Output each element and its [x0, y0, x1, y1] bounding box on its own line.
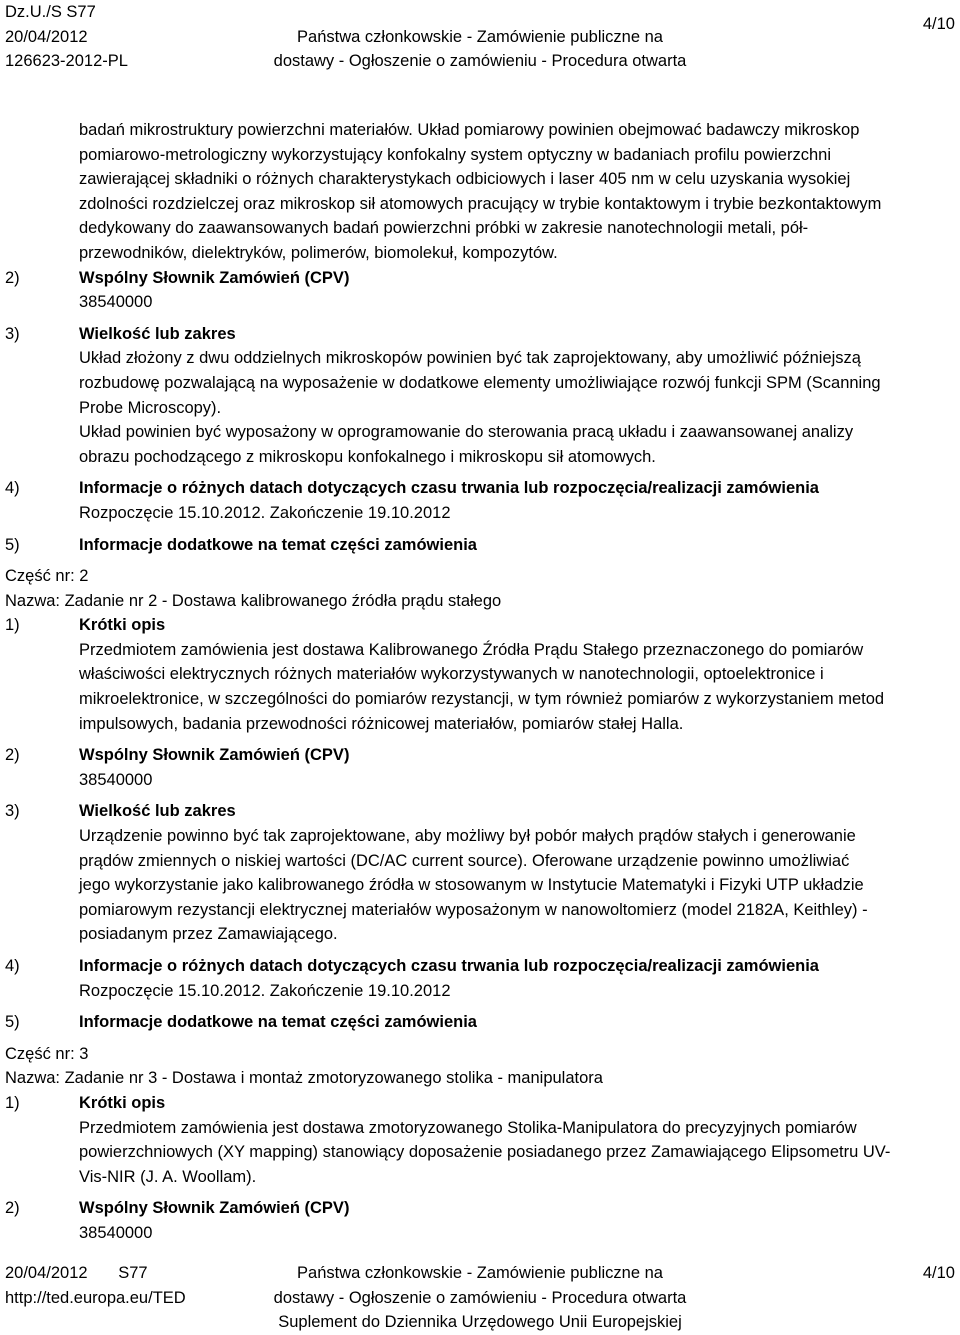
section-number: 2) — [5, 746, 20, 765]
text-line: Vis-NIR (J. A. Woollam). — [79, 1167, 257, 1186]
cpv-code: 38540000 — [79, 770, 153, 789]
short-description-text — [5, 638, 955, 736]
text-line: Przedmiotem zamówienia jest dostawa Kalibrowanego Źródła Prądu Stałego przeznaczonego do pomiarów — [79, 640, 864, 659]
cpv-section — [5, 743, 955, 768]
scope-section — [5, 799, 955, 824]
footer-supplement: Suplement do Dziennika Urzędowego Unii Europejskiej — [278, 1313, 682, 1331]
cpv-code: 38540000 — [79, 1223, 153, 1242]
text-line: zawierającej składniki o różnych charakterystykach odbiciowych i laser 405 nm w celu uzyskania wysokiej — [79, 170, 851, 189]
text-line: posiadanym przez Zamawiającego. — [79, 925, 338, 944]
part-name: Nazwa: Zadanie nr 2 - Dostawa kalibrowanego źródła prądu stałego — [5, 591, 502, 610]
text-line: zdolności rozdzielczej oraz mikroskop sił atomowych pracujący w trybie kontaktowym i trybie bezkontaktowym — [79, 194, 882, 213]
section-number: 2) — [5, 1199, 20, 1218]
section-number: 3) — [5, 802, 20, 821]
scope-text — [5, 824, 955, 947]
intro-paragraph — [5, 118, 955, 266]
text-line: pomiarowo-metrologiczny wykorzystujący konfokalny system optyczny w badaniach profilu powierzchni — [79, 145, 831, 164]
page-header — [0, 0, 960, 72]
text-line: jego wykorzystanie jako kalibrowanego źródła w stosowanym w Instytucie Matematyki i Fizyki UTP układzie — [79, 876, 864, 895]
section-title: Wielkość lub zakres — [79, 802, 236, 821]
notice-number: 126623-2012-PL — [5, 52, 128, 70]
section-title: Wspólny Słownik Zamówień (CPV) — [79, 746, 350, 765]
scope-text — [5, 346, 955, 469]
text-line: Probe Microscopy). — [79, 398, 222, 417]
footer-series: S77 — [118, 1264, 148, 1282]
short-description-text — [5, 1116, 955, 1190]
section-number: 1) — [5, 1093, 20, 1112]
document-body — [5, 118, 955, 1246]
text-line: obrazu pochodzącego z mikroskopu konfokalnego i mikroskopu sił atomowych. — [79, 447, 656, 466]
short-description-section — [5, 1091, 955, 1116]
text-line: Układ powinien być wyposażony w oprogramowanie do sterowania pracą układu i zaawansowanej analizy — [79, 423, 854, 442]
part-name: Nazwa: Zadanie nr 3 - Dostawa i montaż zmotoryzowanego stolika - manipulatora — [5, 1069, 603, 1088]
additional-info-section — [5, 533, 955, 558]
dates-section — [5, 476, 955, 501]
text-line: rozbudowę pozwalającą na wyposażenie w dodatkowe elementy umożliwiające rozwój funkcji SPM (Scanning — [79, 373, 881, 392]
text-line: impulsowych, badania przewodności różnicowej materiałów, pomiarów stałej Halla. — [79, 714, 684, 733]
dates-value: Rozpoczęcie 15.10.2012. Zakończenie 19.10.2012 — [79, 981, 451, 1000]
footer-date: 20/04/2012 — [5, 1264, 88, 1282]
header-page-number: 4/10 — [922, 15, 955, 33]
section-title: Wspólny Słownik Zamówień (CPV) — [79, 1199, 350, 1218]
text-line: powierzchniowych (XY mapping) stanowiący doposażenie posiadanego przez Zamawiającego Elipsometru UV- — [79, 1143, 891, 1162]
cpv-section — [5, 266, 955, 291]
short-description-section — [5, 613, 955, 638]
section-title: Informacje o różnych datach dotyczących czasu trwania lub rozpoczęcia/realizacji zamówienia — [79, 957, 819, 975]
header-center — [0, 0, 960, 74]
part-number: Część nr: 3 — [5, 1044, 89, 1063]
header-title-line-1: Państwa członkowskie - Zamówienie publiczne na — [297, 27, 663, 46]
text-line: mikroelektronice, w szczególności do pomiarów rezystancji, w tym również pomiarów z wykorzystaniem metod — [79, 690, 885, 709]
text-line: Przedmiotem zamówienia jest dostawa zmotoryzowanego Stolika-Manipulatora do precyzyjnych pomiarów — [79, 1118, 857, 1137]
section-number: 1) — [5, 616, 20, 635]
section-title: Krótki opis — [79, 1093, 166, 1112]
journal-ref: Dz.U./S S77 — [5, 3, 96, 21]
section-number: 3) — [5, 324, 20, 343]
text-line: dedykowany do zaawansowanych badań powierzchni próbki w zakresie nanotechnologii metali, pół- — [79, 219, 809, 238]
text-line: pomiarowym rezystancji elektrycznej materiałów wyposażonym w nanowoltomierz (model 2182A, Keithley) - — [79, 900, 868, 919]
text-line: właściwości elektrycznych różnych materiałów wykorzystywanych w nanotechnologii, optoelektronice i — [79, 665, 824, 684]
text-line: prądów zmiennych o niskiej wartości (DC/AC current source). Oferowane urządzenie powinno umożliwiać — [79, 851, 850, 870]
section-number: 5) — [5, 1013, 20, 1032]
section-number: 4) — [5, 479, 20, 498]
cpv-section — [5, 1196, 955, 1221]
text-line: badań mikrostruktury powierzchni materiałów. Układ pomiarowy powinien obejmować badawczy mikroskop — [79, 121, 860, 139]
dates-value: Rozpoczęcie 15.10.2012. Zakończenie 19.10.2012 — [79, 503, 451, 522]
part-number: Część nr: 2 — [5, 567, 89, 586]
section-number: 5) — [5, 535, 20, 554]
footer-title-line-1: Państwa członkowskie - Zamówienie publiczne na — [297, 1264, 663, 1282]
footer-title-line-2: dostawy - Ogłoszenie o zamówieniu - Procedura otwarta — [273, 1288, 687, 1307]
additional-info-section — [5, 1010, 955, 1035]
footer-center — [0, 1261, 960, 1335]
header-date: 20/04/2012 — [5, 27, 88, 46]
dates-section — [5, 954, 955, 979]
section-title: Wielkość lub zakres — [79, 324, 236, 343]
section-number: 4) — [5, 957, 20, 975]
section-title: Informacje o różnych datach dotyczących czasu trwania lub rozpoczęcia/realizacji zamówienia — [79, 479, 819, 498]
text-line: Układ złożony z dwu oddzielnych mikroskopów powinien być tak zaprojektowany, aby umożliwić późniejszą — [79, 349, 861, 368]
text-line: przewodników, dielektryków, polimerów, biomolekuł, kompozytów. — [79, 243, 558, 262]
footer-page-number: 4/10 — [922, 1264, 955, 1282]
section-number: 2) — [5, 268, 20, 287]
section-title: Wspólny Słownik Zamówień (CPV) — [79, 268, 350, 287]
text-line: Urządzenie powinno być tak zaprojektowane, aby możliwy był pobór małych prądów stałych i generowanie — [79, 827, 856, 846]
section-title: Informacje dodatkowe na temat części zamówienia — [79, 1013, 477, 1032]
footer-url[interactable]: http://ted.europa.eu/TED — [5, 1288, 186, 1307]
section-title: Krótki opis — [79, 616, 166, 635]
scope-section — [5, 322, 955, 347]
page-footer — [0, 1261, 960, 1334]
section-title: Informacje dodatkowe na temat części zamówienia — [79, 535, 477, 554]
header-title-line-2: dostawy - Ogłoszenie o zamówieniu - Procedura otwarta — [273, 52, 687, 70]
cpv-code: 38540000 — [79, 293, 153, 312]
